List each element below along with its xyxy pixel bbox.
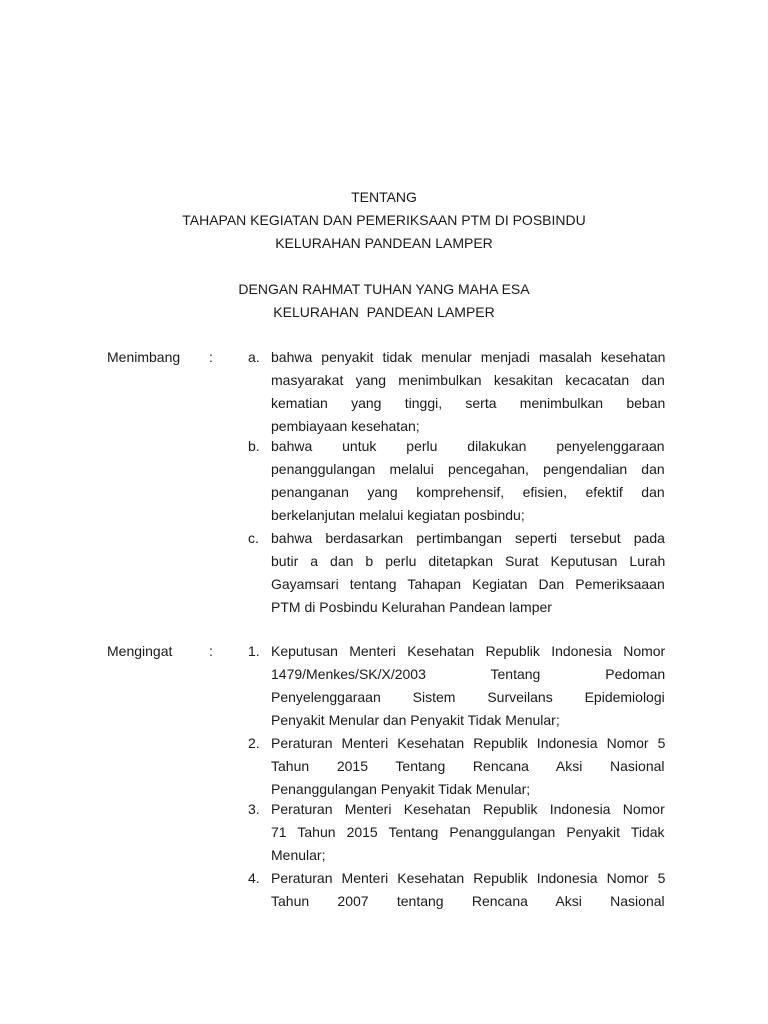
mengingat-label: Mengingat [107, 643, 173, 659]
menimbang-colon: : [209, 349, 213, 365]
item-marker: 1. [248, 643, 260, 659]
text-line: 71 Tahun 2015 Tentang Penanggulangan Penyakit Tidak [271, 824, 665, 840]
text-line: pembiayaan kesehatan; [271, 418, 420, 434]
text-line: Peraturan Menteri Kesehatan Republik Indonesia Nomor [271, 801, 665, 817]
text-line: Peraturan Menteri Kesehatan Republik Indonesia Nomor 5 [271, 735, 666, 751]
subtitle-line-2: KELURAHAN PANDEAN LAMPER [273, 304, 495, 320]
item-marker: 4. [248, 870, 260, 886]
text-line: Tahun 2007 tentang Rencana Aksi Nasional [271, 893, 665, 909]
text-line: kematian yang tinggi, serta menimbulkan beban [271, 395, 666, 411]
mengingat-colon: : [209, 643, 213, 659]
text-line: 1479/Menkes/SK/X/2003 Tentang Pedoman [271, 666, 666, 682]
item-marker: c. [248, 530, 259, 546]
item-marker: 2. [248, 735, 260, 751]
item-text [271, 867, 665, 913]
text-line: Tahun 2015 Tentang Rencana Aksi Nasional [271, 758, 665, 774]
text-line: Peraturan Menteri Kesehatan Republik Indonesia Nomor 5 [271, 870, 666, 886]
subtitle-line-1: DENGAN RAHMAT TUHAN YANG MAHA ESA [238, 281, 530, 297]
text-line: Penyakit Menular dan Penyakit Tidak Menular; [271, 712, 560, 728]
text-line: PTM di Posbindu Kelurahan Pandean lamper [271, 599, 552, 615]
text-line: masyarakat yang menimbulkan kesakitan kecacatan dan [271, 372, 665, 388]
text-line: penanganan yang komprehensif, efisien, efektif dan [271, 484, 665, 500]
text-line: bahwa penyakit tidak menular menjadi masalah kesehatan [271, 349, 666, 365]
text-line: bahwa untuk perlu dilakukan penyelenggaraan [271, 438, 665, 454]
title-line-1: TAHAPAN KEGIATAN DAN PEMERIKSAAN PTM DI POSBINDU [182, 212, 586, 228]
item-text [271, 732, 665, 801]
item-text [271, 640, 665, 732]
item-text [271, 435, 665, 527]
text-line: Gayamsari tentang Tahapan Kegiatan Dan Pemeriksaaan [271, 576, 665, 592]
text-line: Menular; [271, 847, 326, 863]
title-line-2: KELURAHAN PANDEAN LAMPER [275, 235, 493, 251]
menimbang-label: Menimbang [107, 349, 181, 365]
text-line: Penanggulangan Penyakit Tidak Menular; [271, 781, 531, 797]
item-marker: a. [248, 349, 260, 365]
text-line: berkelanjutan melalui kegiatan posbindu; [271, 507, 525, 523]
heading-tentang: TENTANG [351, 189, 417, 205]
text-line: penanggulangan melalui pencegahan, pengendalian dan [271, 461, 665, 477]
item-text [271, 527, 665, 619]
item-text [271, 798, 665, 867]
text-line: Penyelenggaraan Sistem Surveilans Epidemiologi [271, 689, 665, 705]
item-marker: 3. [248, 801, 260, 817]
text-line: bahwa berdasarkan pertimbangan seperti tersebut pada [271, 530, 665, 546]
item-text [271, 346, 665, 438]
item-marker: b. [248, 438, 260, 454]
text-line: butir a dan b perlu ditetapkan Surat Keputusan Lurah [271, 553, 666, 569]
text-line: Keputusan Menteri Kesehatan Republik Indonesia Nomor [271, 643, 666, 659]
